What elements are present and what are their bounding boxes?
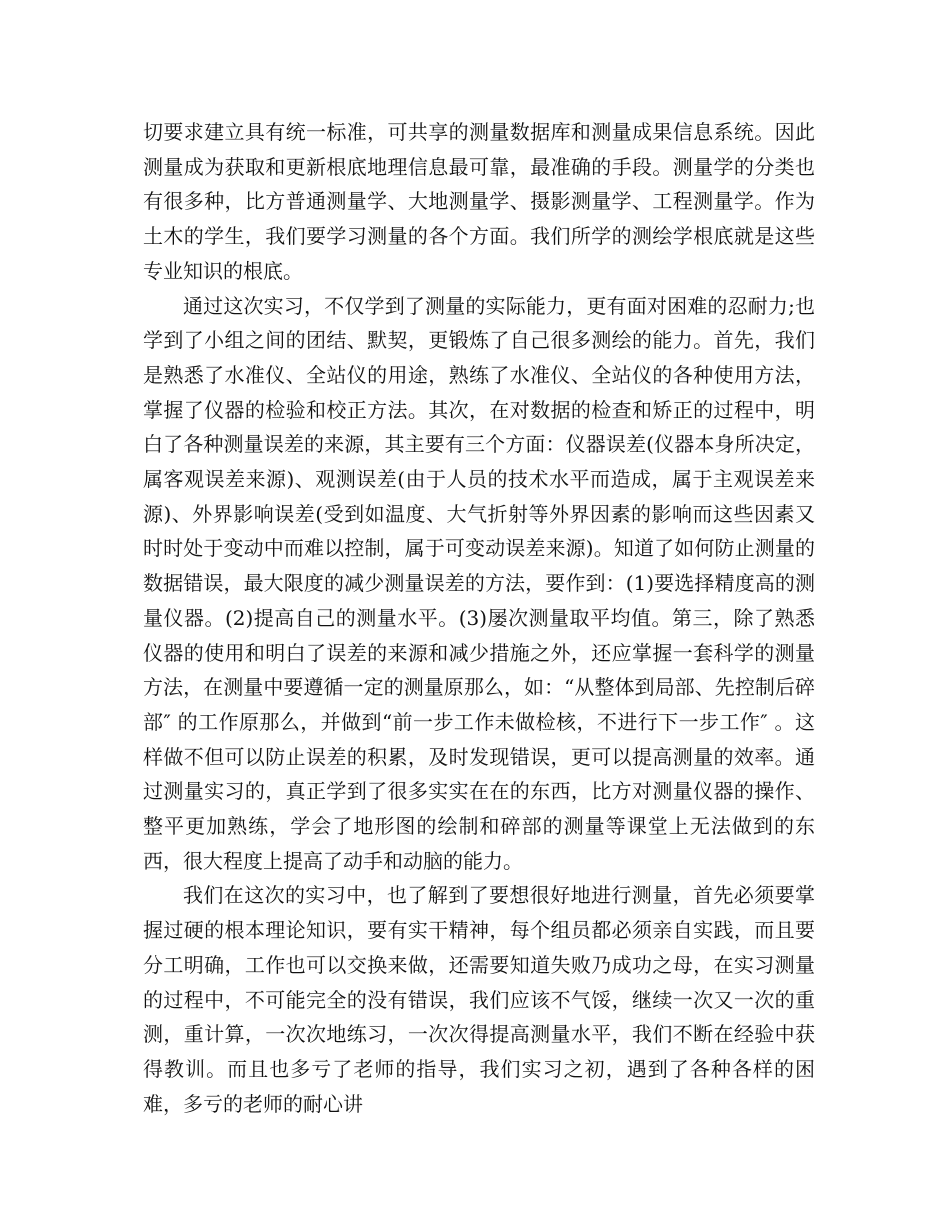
paragraph-internship-lessons: 我们在这次的实习中，也了解到了要想很好地进行测量，首先必须要掌握过硬的根本理论知识，要有实干精神，每个组员都必须亲自实践，而且要分工明确，工作也可以交换来做，还需要知道失败乃成功之母，在实习测量的过程中，不可能完全的没有错误，我们应该不气馁，继续一次又一次的重测，重计算，一次次地练习，一次次得提高测量水平，我们不断在经验中获得教训。而且也多亏了老师的指导，我们实习之初，遇到了各种各样的困难，多亏的老师的耐心讲 (143, 883, 815, 1116)
paragraph-continuation: 切要求建立具有统一标准，可共享的测量数据库和测量成果信息系统。因此测量成为获取和更新根底地理信息最可靠，最准确的手段。测量学的分类也有很多种，比方普通测量学、大地测量学、摄影测量学、工程测量学。作为土木的学生，我们要学习测量的各个方面。我们所学的测绘学根底就是这些专业知识的根底。 (143, 120, 815, 283)
document-page (143, 115, 815, 1121)
paragraph-internship-gains: 通过这次实习，不仅学到了测量的实际能力，更有面对困难的忍耐力;也学到了小组之间的团结、默契，更锻炼了自己很多测绘的能力。首先，我们是熟悉了水准仪、全站仪的用途，熟练了水准仪、全站仪的各种使用方法，掌握了仪器的检验和校正方法。其次，在对数据的检查和矫正的过程中，明白了各种测量误差的来源，其主要有三个方面：仪器误差(仪器本身所决定，属客观误差来源)、观测误差(由于人员的技术水平而造成，属于主观误差来源)、外界影响误差(受到如温度、大气折射等外界因素的影响而这些因素又时时处于变动中而难以控制，属于可变动误差来源)。知道了如何防止测量的数据错误，最大限度的减少测量误差的方法，要作到：(1)要选择精度高的测量仪器。(2)提高自己的测量水平。(3)屡次测量取平均值。第三，除了熟悉仪器的使用和明白了误差的来源和减少措施之外，还应掌握一套科学的测量方法，在测量中要遵循一定的测量原那么，如：“从整体到局部、先控制后碎部″ 的工作原那么，并做到“前一步工作未做检核，不进行下一步工作″ 。这样做不但可以防止误差的积累，及时发现错误，更可以提高测量的效率。通过测量实习的，真正学到了很多实实在在的东西，比方对测量仪器的操作、整平更加熟练，学会了地形图的绘制和碎部的测量等课堂上无法做到的东西，很大程度上提高了动手和动脑的能力。 (143, 293, 815, 873)
